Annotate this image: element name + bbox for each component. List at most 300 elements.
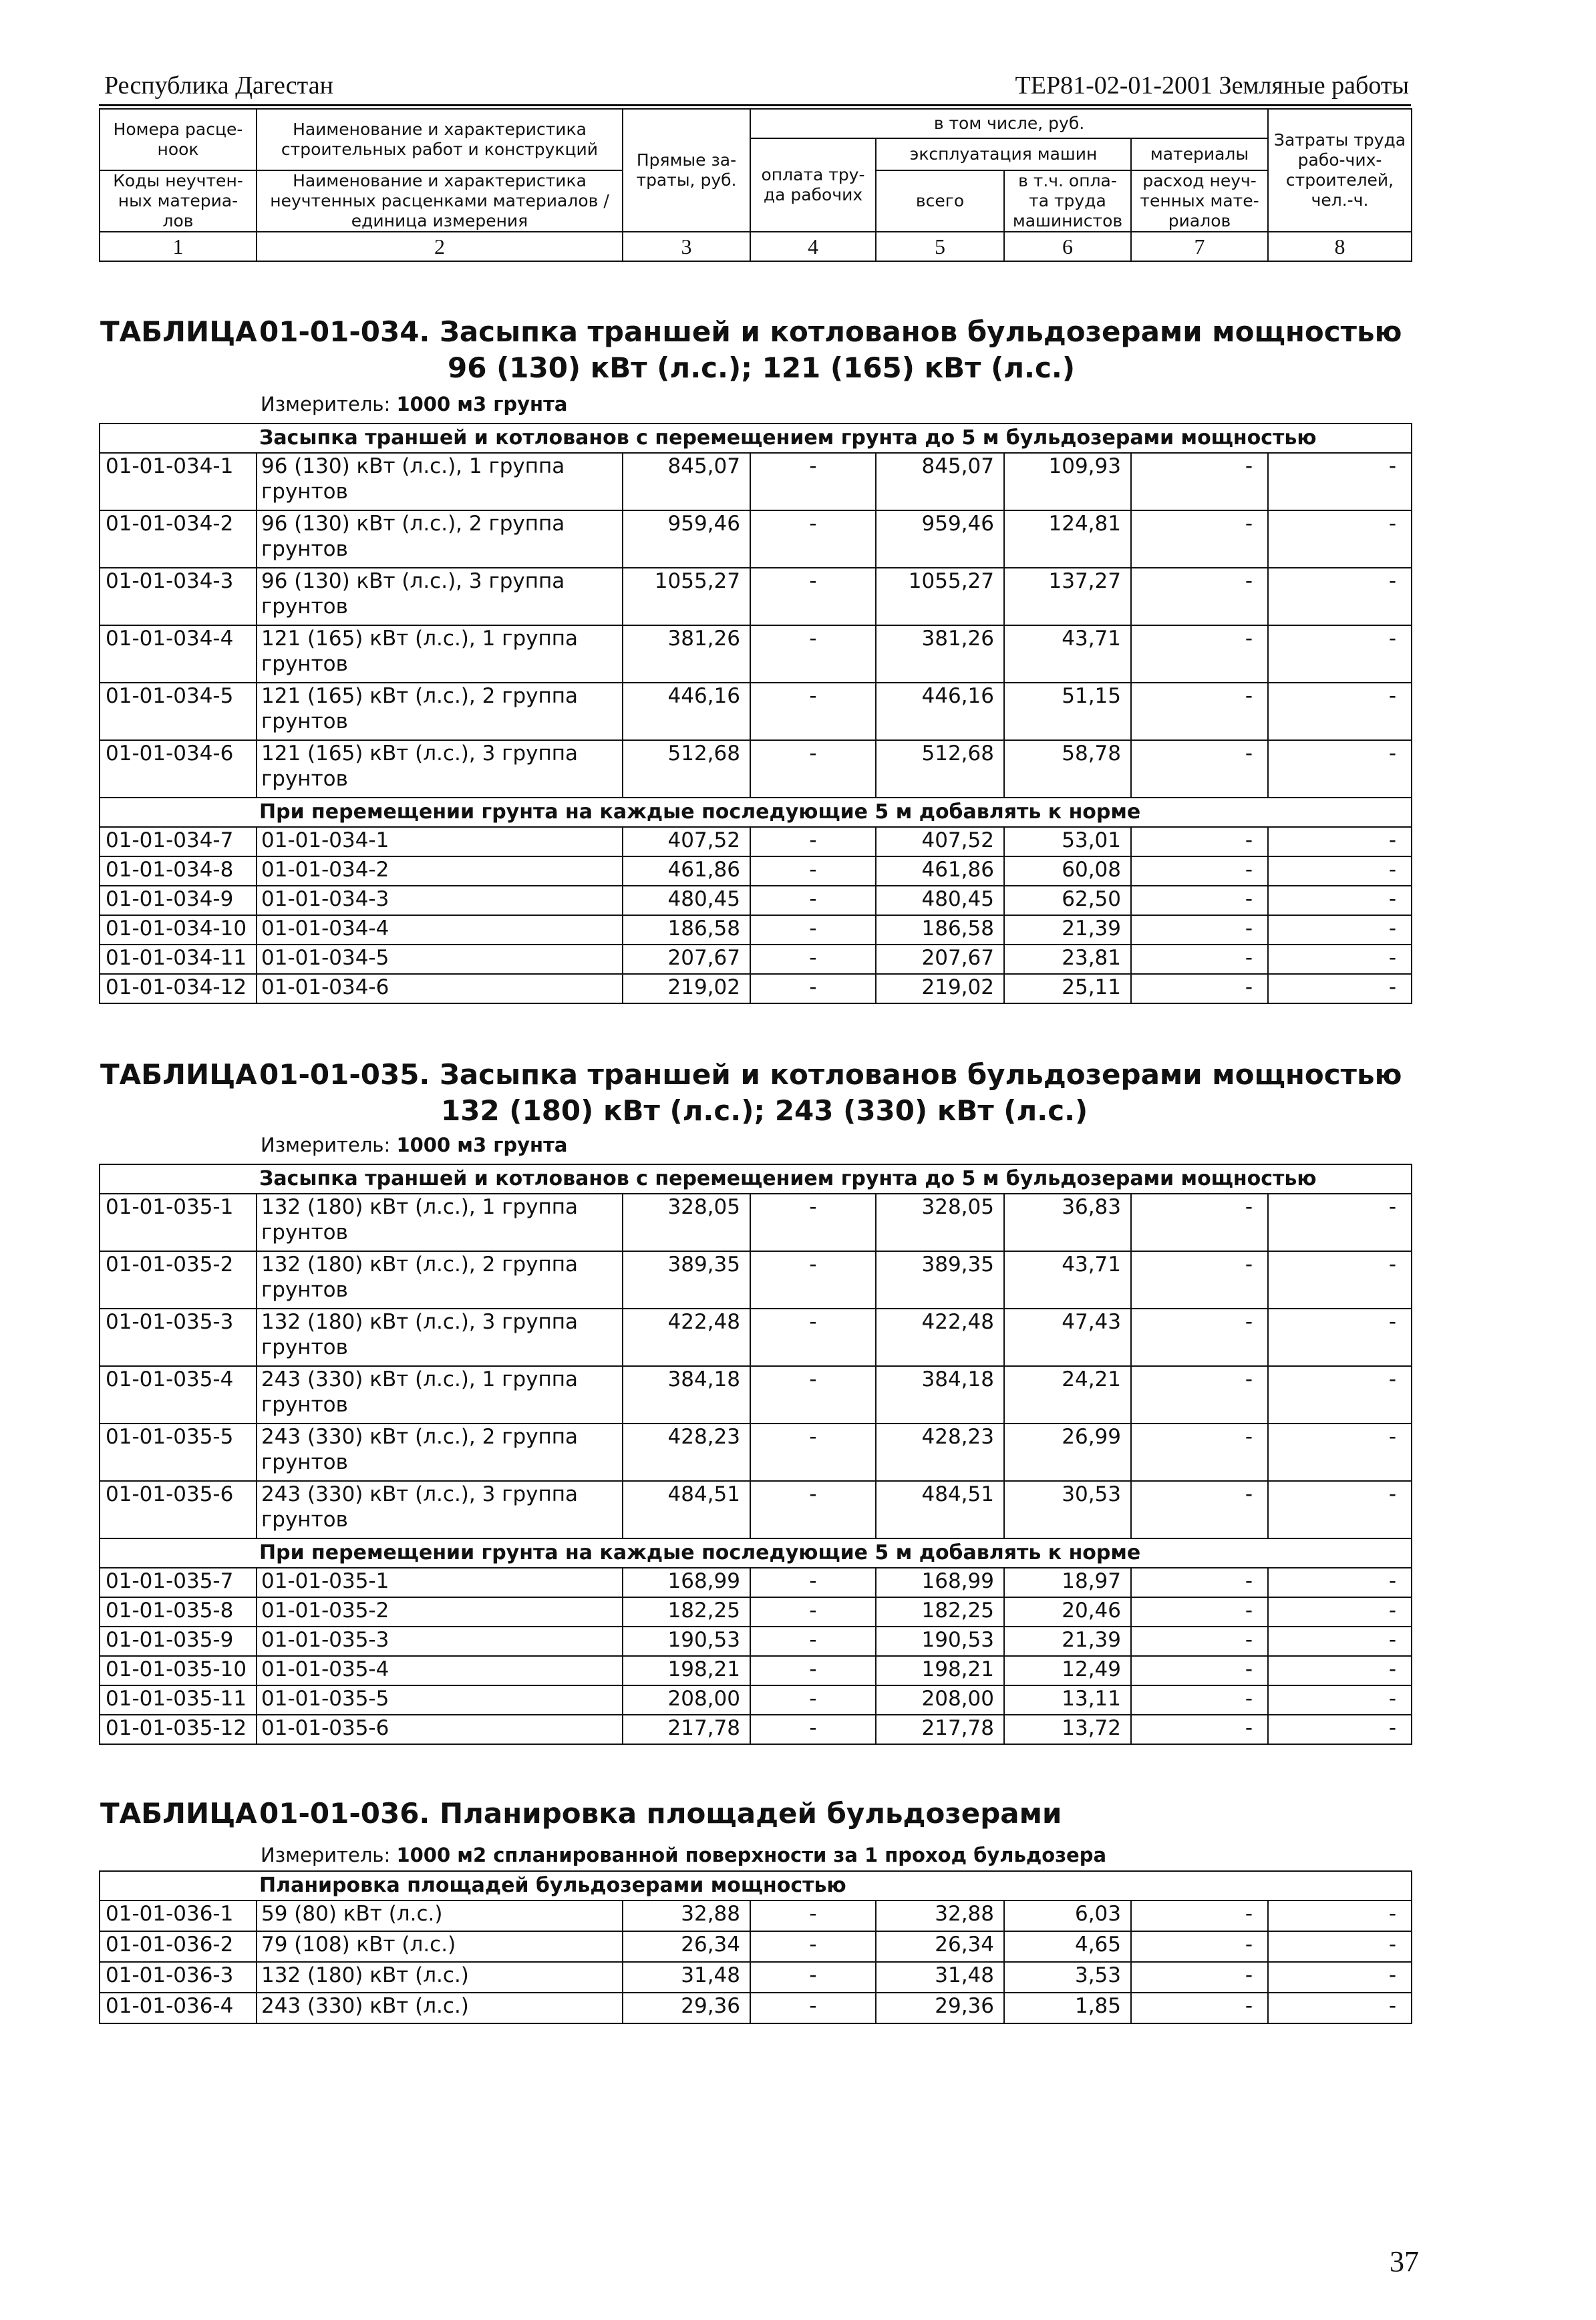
value-cell: 182,25 xyxy=(876,1597,1004,1627)
rate-code: 01-01-034-6 xyxy=(100,740,257,798)
value-cell: - xyxy=(750,510,876,568)
table-label: ТАБЛИЦА xyxy=(100,315,257,348)
work-description xyxy=(257,568,623,625)
value-cell: 23,81 xyxy=(1004,945,1131,974)
value-cell: 21,39 xyxy=(1004,915,1131,945)
value-cell: 208,00 xyxy=(623,1685,750,1715)
rate-code: 01-01-035-3 xyxy=(100,1309,257,1366)
work-description: 79 (108) кВт (л.с.) xyxy=(257,1931,623,1962)
value-cell: - xyxy=(750,625,876,683)
unit-value: 1000 м3 грунта xyxy=(396,393,568,416)
header-document-code: ТЕР81-02-01-2001 Земляные работы xyxy=(1015,71,1409,100)
value-cell: - xyxy=(1131,453,1268,510)
rate-code: 01-01-035-10 xyxy=(100,1656,257,1685)
unit-label: Измеритель: xyxy=(261,1134,391,1156)
description-line: грунтов xyxy=(261,1335,348,1359)
value-cell: 428,23 xyxy=(876,1424,1004,1481)
value-cell: 512,68 xyxy=(876,740,1004,798)
value-cell: - xyxy=(750,1309,876,1366)
value-cell: 484,51 xyxy=(876,1481,1004,1538)
work-description: 59 (80) кВт (л.с.) xyxy=(257,1900,623,1931)
description-line: грунтов xyxy=(261,1508,348,1532)
work-description xyxy=(257,1424,623,1481)
value-cell: 959,46 xyxy=(623,510,750,568)
value-cell: 25,11 xyxy=(1004,974,1131,1003)
col-number: 2 xyxy=(257,232,623,261)
section-header: При перемещении грунта на каждые последующие 5 м добавлять к норме xyxy=(100,1538,1412,1568)
value-cell: - xyxy=(750,1251,876,1309)
value-cell: 219,02 xyxy=(623,974,750,1003)
work-description xyxy=(257,1194,623,1251)
value-cell: - xyxy=(1131,1993,1268,2023)
value-cell: - xyxy=(1268,1993,1412,2023)
value-cell: 26,34 xyxy=(623,1931,750,1962)
machines-header: эксплуатация машин xyxy=(876,138,1131,170)
value-cell: 190,53 xyxy=(623,1627,750,1656)
section-header-row xyxy=(100,424,1412,453)
description-line: 121 (165) кВт (л.с.), 1 группа xyxy=(261,627,579,651)
value-cell: 18,97 xyxy=(1004,1568,1131,1597)
unit-value: 1000 м3 грунта xyxy=(396,1134,568,1156)
col7-header: расход неуч-тенных мате-риалов xyxy=(1131,170,1268,232)
value-cell: 3,53 xyxy=(1004,1962,1131,1993)
col2-header-bottom: Наименование и характеристика неучтенных расценками материалов / единица измерения xyxy=(257,170,623,232)
value-cell: 26,34 xyxy=(876,1931,1004,1962)
work-description xyxy=(257,740,623,798)
table-title-line1: 01-01-036. Планировка площадей бульдозерами xyxy=(259,1797,1062,1830)
table-title-line1: 01-01-035. Засыпка траншей и котлованов бульдозерами мощностью xyxy=(259,1058,1402,1091)
section-header-row xyxy=(100,798,1412,827)
work-description xyxy=(257,1366,623,1424)
rate-code: 01-01-036-1 xyxy=(100,1900,257,1931)
value-cell: - xyxy=(1268,1309,1412,1366)
value-cell: - xyxy=(750,1481,876,1538)
description-line: 243 (330) кВт (л.с.), 1 группа xyxy=(261,1367,579,1391)
description-line: 96 (130) кВт (л.с.), 2 группа xyxy=(261,512,565,536)
value-cell: 186,58 xyxy=(876,915,1004,945)
section-header-row xyxy=(100,1538,1412,1568)
value-cell: 58,78 xyxy=(1004,740,1131,798)
value-cell: 422,48 xyxy=(623,1309,750,1366)
value-cell: - xyxy=(1268,1194,1412,1251)
group-header: в том числе, руб. xyxy=(750,109,1268,138)
value-cell: - xyxy=(1268,1568,1412,1597)
value-cell: 428,23 xyxy=(623,1424,750,1481)
value-cell: 207,67 xyxy=(876,945,1004,974)
value-cell: - xyxy=(750,1715,876,1744)
value-cell: 4,65 xyxy=(1004,1931,1131,1962)
description-line: грунтов xyxy=(261,709,348,733)
value-cell: 208,00 xyxy=(876,1685,1004,1715)
description-line: грунтов xyxy=(261,1278,348,1302)
table-row xyxy=(100,1962,1412,1993)
value-cell: 168,99 xyxy=(876,1568,1004,1597)
table-034 xyxy=(99,423,1412,1004)
col-number: 7 xyxy=(1131,232,1268,261)
value-cell: 109,93 xyxy=(1004,453,1131,510)
description-line: 96 (130) кВт (л.с.), 1 группа xyxy=(261,454,565,478)
section-header: Засыпка траншей и котлованов с перемещением грунта до 5 м бульдозерами мощностью xyxy=(100,424,1412,453)
value-cell: 26,99 xyxy=(1004,1424,1131,1481)
value-cell: - xyxy=(1131,1715,1268,1744)
value-cell: - xyxy=(1268,974,1412,1003)
value-cell: 29,36 xyxy=(623,1993,750,2023)
col1-header-bottom: Коды неучтен-ных материа-лов xyxy=(100,170,257,232)
col-number: 8 xyxy=(1268,232,1412,261)
unit-label: Измеритель: xyxy=(261,393,391,416)
section-header-row xyxy=(100,1871,1412,1900)
value-cell: - xyxy=(1268,1366,1412,1424)
value-cell: 328,05 xyxy=(623,1194,750,1251)
rate-code: 01-01-035-11 xyxy=(100,1685,257,1715)
value-cell: 24,21 xyxy=(1004,1366,1131,1424)
value-cell: 328,05 xyxy=(876,1194,1004,1251)
value-cell: - xyxy=(1131,827,1268,856)
value-cell: - xyxy=(1131,510,1268,568)
value-cell: 1,85 xyxy=(1004,1993,1131,2023)
col-number: 6 xyxy=(1004,232,1131,261)
value-cell: 124,81 xyxy=(1004,510,1131,568)
description-line: грунтов xyxy=(261,1393,348,1417)
value-cell: - xyxy=(1131,740,1268,798)
value-cell: - xyxy=(1131,1685,1268,1715)
value-cell: 422,48 xyxy=(876,1309,1004,1366)
value-cell: 845,07 xyxy=(623,453,750,510)
value-cell: 20,46 xyxy=(1004,1597,1131,1627)
value-cell: - xyxy=(750,683,876,740)
value-cell: - xyxy=(750,827,876,856)
value-cell: - xyxy=(1131,1597,1268,1627)
value-cell: - xyxy=(750,1685,876,1715)
table-row xyxy=(100,856,1412,886)
col6-header: в т.ч. опла-та труда машинистов xyxy=(1004,170,1131,232)
table-row xyxy=(100,510,1412,568)
table-row xyxy=(100,1194,1412,1251)
rate-code: 01-01-035-12 xyxy=(100,1715,257,1744)
value-cell: 31,48 xyxy=(876,1962,1004,1993)
table-036-unit xyxy=(261,1844,1106,1866)
table-title-line2: 96 (130) кВт (л.с.); 121 (165) кВт (л.с.) xyxy=(448,351,1076,384)
value-cell: 480,45 xyxy=(623,886,750,915)
value-cell: - xyxy=(750,1194,876,1251)
value-cell: 31,48 xyxy=(623,1962,750,1993)
value-cell: 217,78 xyxy=(623,1715,750,1744)
value-cell: - xyxy=(1131,1251,1268,1309)
work-description xyxy=(257,625,623,683)
value-cell: - xyxy=(1268,1597,1412,1627)
value-cell: - xyxy=(1131,945,1268,974)
table-row xyxy=(100,568,1412,625)
table-title-line2: 132 (180) кВт (л.с.); 243 (330) кВт (л.с.) xyxy=(441,1094,1088,1127)
value-cell: 13,72 xyxy=(1004,1715,1131,1744)
value-cell: 32,88 xyxy=(623,1900,750,1931)
description-line: грунтов xyxy=(261,1450,348,1474)
unit-value: 1000 м2 спланированной поверхности за 1 проход бульдозера xyxy=(396,1844,1107,1866)
value-cell: 1055,27 xyxy=(876,568,1004,625)
value-cell: - xyxy=(750,1424,876,1481)
table-row xyxy=(100,1993,1412,2023)
rate-code: 01-01-035-9 xyxy=(100,1627,257,1656)
table-label: ТАБЛИЦА xyxy=(100,1058,257,1091)
value-cell: - xyxy=(750,1900,876,1931)
table-row xyxy=(100,1366,1412,1424)
value-cell: - xyxy=(1268,856,1412,886)
description-line: грунтов xyxy=(261,652,348,676)
value-cell: - xyxy=(1131,1931,1268,1962)
rate-code: 01-01-034-8 xyxy=(100,856,257,886)
value-cell: 219,02 xyxy=(876,974,1004,1003)
table-row xyxy=(100,453,1412,510)
value-cell: - xyxy=(1131,974,1268,1003)
table-row xyxy=(100,974,1412,1003)
table-row xyxy=(100,915,1412,945)
value-cell: - xyxy=(750,568,876,625)
description-line: 243 (330) кВт (л.с.), 3 группа xyxy=(261,1482,579,1506)
description-line: 132 (180) кВт (л.с.), 2 группа xyxy=(261,1253,579,1277)
value-cell: 217,78 xyxy=(876,1715,1004,1744)
value-cell: - xyxy=(1268,453,1412,510)
value-cell: - xyxy=(750,1597,876,1627)
base-rate-reference: 01-01-035-4 xyxy=(257,1656,623,1685)
value-cell: - xyxy=(1268,740,1412,798)
value-cell: - xyxy=(1268,1424,1412,1481)
base-rate-reference: 01-01-034-4 xyxy=(257,915,623,945)
table-row xyxy=(100,1309,1412,1366)
col-number: 1 xyxy=(100,232,257,261)
rate-code: 01-01-035-6 xyxy=(100,1481,257,1538)
rate-code: 01-01-034-5 xyxy=(100,683,257,740)
rate-code: 01-01-036-2 xyxy=(100,1931,257,1962)
section-header-row xyxy=(100,1164,1412,1194)
table-row xyxy=(100,1715,1412,1744)
value-cell: - xyxy=(1131,1481,1268,1538)
col2-header-top: Наименование и характеристика строительных работ и конструкций xyxy=(257,109,623,170)
value-cell: - xyxy=(1268,1656,1412,1685)
value-cell: - xyxy=(1268,1900,1412,1931)
rate-code: 01-01-035-1 xyxy=(100,1194,257,1251)
value-cell: 461,86 xyxy=(623,856,750,886)
value-cell: - xyxy=(1268,625,1412,683)
description-line: 132 (180) кВт (л.с.), 3 группа xyxy=(261,1310,579,1334)
description-line: грунтов xyxy=(261,767,348,791)
value-cell: 53,01 xyxy=(1004,827,1131,856)
table-row xyxy=(100,1568,1412,1597)
description-line: 132 (180) кВт (л.с.), 1 группа xyxy=(261,1195,579,1219)
description-line: 243 (330) кВт (л.с.), 2 группа xyxy=(261,1425,579,1449)
value-cell: - xyxy=(1268,1931,1412,1962)
value-cell: - xyxy=(1131,683,1268,740)
value-cell: 389,35 xyxy=(623,1251,750,1309)
value-cell: - xyxy=(750,453,876,510)
unit-label: Измеритель: xyxy=(261,1844,391,1866)
value-cell: - xyxy=(1131,1366,1268,1424)
rate-code: 01-01-034-9 xyxy=(100,886,257,915)
table-row xyxy=(100,1931,1412,1962)
value-cell: - xyxy=(1268,945,1412,974)
value-cell: - xyxy=(750,740,876,798)
value-cell: - xyxy=(1268,827,1412,856)
value-cell: 137,27 xyxy=(1004,568,1131,625)
base-rate-reference: 01-01-034-5 xyxy=(257,945,623,974)
table-row xyxy=(100,1656,1412,1685)
value-cell: 186,58 xyxy=(623,915,750,945)
value-cell: 30,53 xyxy=(1004,1481,1131,1538)
value-cell: 461,86 xyxy=(876,856,1004,886)
rate-code: 01-01-034-1 xyxy=(100,453,257,510)
value-cell: - xyxy=(1268,915,1412,945)
value-cell: - xyxy=(1131,856,1268,886)
value-cell: 43,71 xyxy=(1004,625,1131,683)
value-cell: 389,35 xyxy=(876,1251,1004,1309)
value-cell: - xyxy=(750,1568,876,1597)
section-header: Засыпка траншей и котлованов с перемещением грунта до 5 м бульдозерами мощностью xyxy=(100,1164,1412,1194)
rate-code: 01-01-035-2 xyxy=(100,1251,257,1309)
work-description xyxy=(257,683,623,740)
col5-header: всего xyxy=(876,170,1004,232)
table-title-line1: 01-01-034. Засыпка траншей и котлованов бульдозерами мощностью xyxy=(259,315,1402,348)
rate-code: 01-01-035-8 xyxy=(100,1597,257,1627)
value-cell: - xyxy=(1131,1568,1268,1597)
value-cell: - xyxy=(1131,1656,1268,1685)
table-row xyxy=(100,1900,1412,1931)
work-description xyxy=(257,1309,623,1366)
rate-code: 01-01-034-10 xyxy=(100,915,257,945)
value-cell: - xyxy=(1268,1627,1412,1656)
value-cell: - xyxy=(1268,1962,1412,1993)
value-cell: - xyxy=(750,1993,876,2023)
col-number: 3 xyxy=(623,232,750,261)
rate-code: 01-01-035-7 xyxy=(100,1568,257,1597)
base-rate-reference: 01-01-035-5 xyxy=(257,1685,623,1715)
value-cell: 6,03 xyxy=(1004,1900,1131,1931)
value-cell: - xyxy=(750,1931,876,1962)
value-cell: 381,26 xyxy=(876,625,1004,683)
col4-header: оплата тру-да рабочих xyxy=(750,138,876,232)
rate-code: 01-01-034-2 xyxy=(100,510,257,568)
description-line: грунтов xyxy=(261,595,348,619)
running-header xyxy=(99,65,1409,106)
base-rate-reference: 01-01-034-6 xyxy=(257,974,623,1003)
base-rate-reference: 01-01-034-1 xyxy=(257,827,623,856)
value-cell: 845,07 xyxy=(876,453,1004,510)
work-description: 243 (330) кВт (л.с.) xyxy=(257,1993,623,2023)
value-cell: 384,18 xyxy=(623,1366,750,1424)
value-cell: - xyxy=(1131,1424,1268,1481)
column-header-table xyxy=(99,108,1412,262)
value-cell: 407,52 xyxy=(623,827,750,856)
table-row xyxy=(100,886,1412,915)
table-row xyxy=(100,1424,1412,1481)
value-cell: - xyxy=(1131,915,1268,945)
table-row xyxy=(100,1597,1412,1627)
value-cell: - xyxy=(1268,683,1412,740)
value-cell: 190,53 xyxy=(876,1627,1004,1656)
col-number: 5 xyxy=(876,232,1004,261)
value-cell: - xyxy=(1131,886,1268,915)
description-line: грунтов xyxy=(261,480,348,504)
value-cell: - xyxy=(750,1656,876,1685)
value-cell: 480,45 xyxy=(876,886,1004,915)
section-header: Планировка площадей бульдозерами мощностью xyxy=(100,1871,1412,1900)
description-line: грунтов xyxy=(261,1220,348,1245)
rate-code: 01-01-035-5 xyxy=(100,1424,257,1481)
rate-code: 01-01-034-7 xyxy=(100,827,257,856)
work-description xyxy=(257,453,623,510)
value-cell: 168,99 xyxy=(623,1568,750,1597)
value-cell: 60,08 xyxy=(1004,856,1131,886)
value-cell: 198,21 xyxy=(876,1656,1004,1685)
table-035-unit xyxy=(261,1134,567,1156)
value-cell: 62,50 xyxy=(1004,886,1131,915)
value-cell: - xyxy=(1268,510,1412,568)
value-cell: 381,26 xyxy=(623,625,750,683)
description-line: грунтов xyxy=(261,537,348,561)
col8-header: Затраты труда рабо-чих-строителей, чел.-ч. xyxy=(1268,109,1412,232)
description-line: 96 (130) кВт (л.с.), 3 группа xyxy=(261,569,565,593)
value-cell: - xyxy=(1131,1962,1268,1993)
value-cell: - xyxy=(750,886,876,915)
value-cell: 959,46 xyxy=(876,510,1004,568)
value-cell: - xyxy=(750,1366,876,1424)
work-description xyxy=(257,1251,623,1309)
value-cell: 47,43 xyxy=(1004,1309,1131,1366)
value-cell: - xyxy=(750,974,876,1003)
table-row xyxy=(100,625,1412,683)
table-row xyxy=(100,1481,1412,1538)
rate-code: 01-01-035-4 xyxy=(100,1366,257,1424)
value-cell: 29,36 xyxy=(876,1993,1004,2023)
rate-code: 01-01-034-4 xyxy=(100,625,257,683)
rate-code: 01-01-034-11 xyxy=(100,945,257,974)
value-cell: - xyxy=(1131,625,1268,683)
value-cell: - xyxy=(1268,1251,1412,1309)
header-region: Республика Дагестан xyxy=(104,71,333,100)
table-036 xyxy=(99,1870,1412,2024)
value-cell: 198,21 xyxy=(623,1656,750,1685)
work-description: 132 (180) кВт (л.с.) xyxy=(257,1962,623,1993)
value-cell: 32,88 xyxy=(876,1900,1004,1931)
base-rate-reference: 01-01-035-1 xyxy=(257,1568,623,1597)
table-row xyxy=(100,740,1412,798)
page-number: 37 xyxy=(1390,2245,1419,2278)
value-cell: - xyxy=(1131,1309,1268,1366)
header-rule xyxy=(99,104,1411,106)
base-rate-reference: 01-01-035-2 xyxy=(257,1597,623,1627)
value-cell: - xyxy=(1268,886,1412,915)
table-row xyxy=(100,1685,1412,1715)
value-cell: - xyxy=(1268,568,1412,625)
value-cell: 384,18 xyxy=(876,1366,1004,1424)
rate-code: 01-01-036-4 xyxy=(100,1993,257,2023)
base-rate-reference: 01-01-034-3 xyxy=(257,886,623,915)
table-row xyxy=(100,945,1412,974)
table-row xyxy=(100,827,1412,856)
value-cell: 51,15 xyxy=(1004,683,1131,740)
value-cell: 207,67 xyxy=(623,945,750,974)
value-cell: - xyxy=(1268,1685,1412,1715)
table-row xyxy=(100,683,1412,740)
description-line: 121 (165) кВт (л.с.), 2 группа xyxy=(261,684,579,708)
value-cell: - xyxy=(750,856,876,886)
value-cell: 512,68 xyxy=(623,740,750,798)
table-034-unit xyxy=(261,393,567,416)
value-cell: - xyxy=(750,915,876,945)
table-035 xyxy=(99,1164,1412,1745)
value-cell: - xyxy=(1268,1715,1412,1744)
value-cell: - xyxy=(750,945,876,974)
value-cell: 43,71 xyxy=(1004,1251,1131,1309)
value-cell: 13,11 xyxy=(1004,1685,1131,1715)
